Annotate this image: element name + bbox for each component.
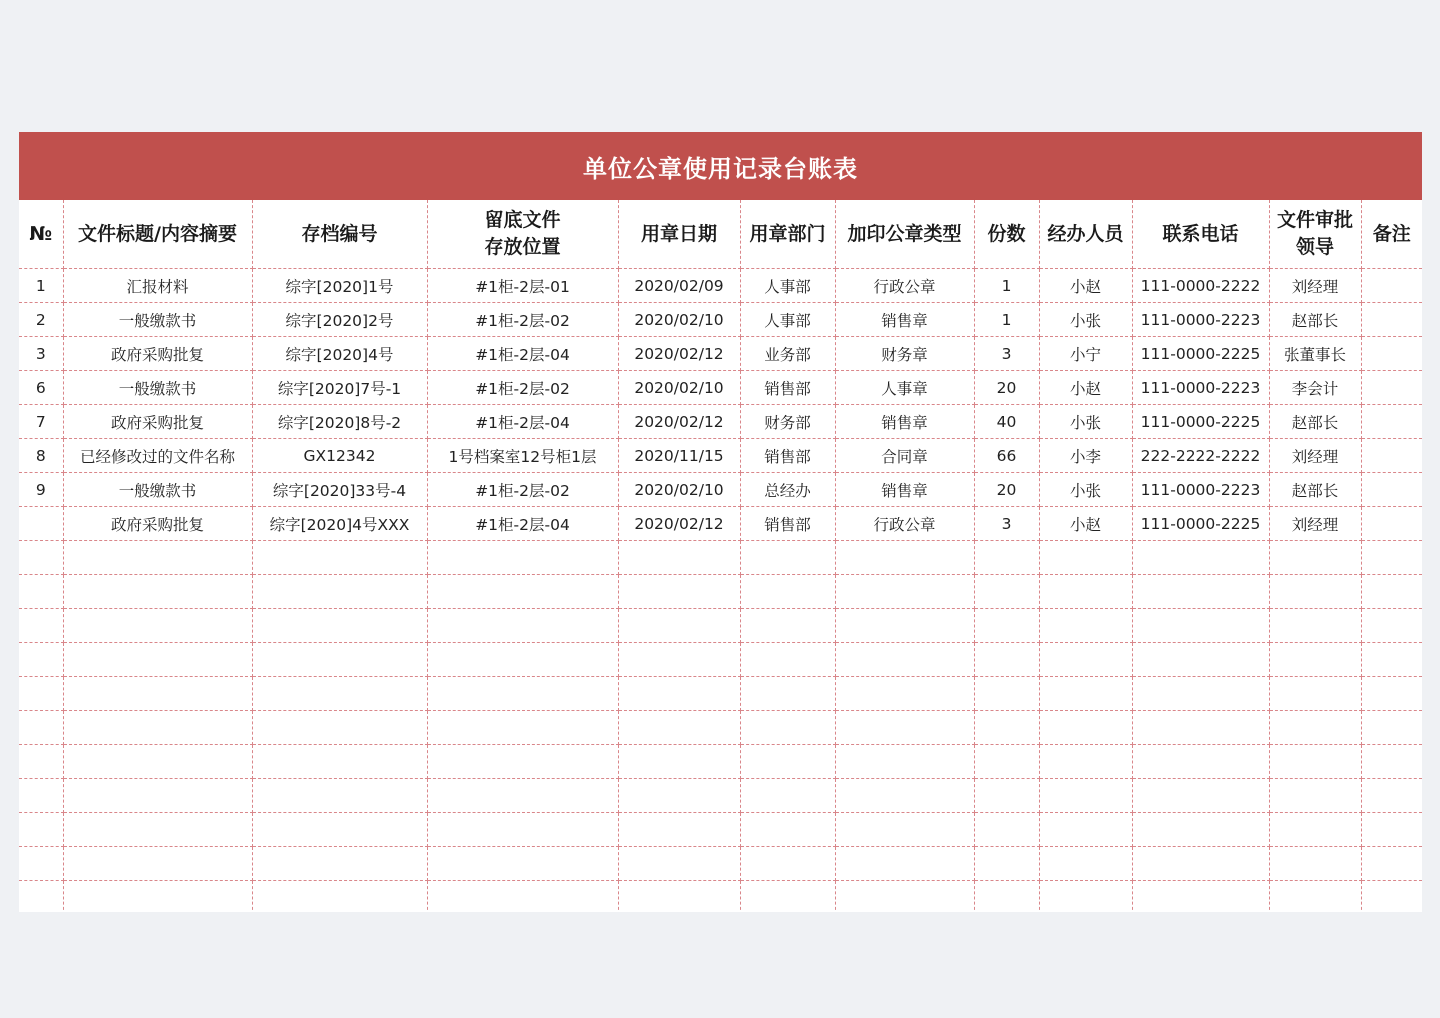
empty-cell[interactable] [19, 609, 63, 643]
empty-cell[interactable] [835, 813, 974, 847]
empty-cell[interactable] [63, 643, 252, 677]
cell-archive-no[interactable]: 综字[2020]2号 [252, 303, 427, 337]
empty-cell[interactable] [1132, 609, 1269, 643]
empty-cell[interactable] [618, 745, 740, 779]
empty-cell[interactable] [974, 847, 1039, 881]
cell-archive-no[interactable]: GX12342 [252, 439, 427, 473]
cell-remark[interactable] [1361, 507, 1422, 541]
cell-summary[interactable]: 汇报材料 [63, 269, 252, 303]
empty-cell[interactable] [19, 643, 63, 677]
empty-cell[interactable] [740, 541, 835, 575]
empty-cell[interactable] [1269, 643, 1361, 677]
empty-cell[interactable] [974, 575, 1039, 609]
cell-seal-type[interactable]: 行政公章 [835, 269, 974, 303]
empty-cell[interactable] [1269, 847, 1361, 881]
cell-date[interactable]: 2020/02/12 [618, 405, 740, 439]
cell-remark[interactable] [1361, 303, 1422, 337]
cell-seal-type[interactable]: 销售章 [835, 405, 974, 439]
cell-approver[interactable]: 赵部长 [1269, 473, 1361, 507]
empty-cell[interactable] [1039, 677, 1132, 711]
empty-cell[interactable] [740, 609, 835, 643]
empty-cell[interactable] [252, 779, 427, 813]
empty-cell[interactable] [427, 575, 618, 609]
cell-archive-no[interactable]: 综字[2020]4号XXX [252, 507, 427, 541]
cell-location[interactable]: #1柜-2层-04 [427, 405, 618, 439]
empty-cell[interactable] [427, 677, 618, 711]
empty-cell[interactable] [1132, 711, 1269, 745]
empty-cell[interactable] [740, 677, 835, 711]
empty-cell[interactable] [1361, 813, 1422, 847]
empty-cell[interactable] [19, 745, 63, 779]
cell-no[interactable]: 8 [19, 439, 63, 473]
col-header-summary[interactable]: 文件标题/内容摘要 [63, 200, 252, 269]
empty-cell[interactable] [618, 881, 740, 913]
empty-cell[interactable] [427, 643, 618, 677]
cell-handler[interactable]: 小赵 [1039, 371, 1132, 405]
empty-cell[interactable] [1269, 541, 1361, 575]
cell-phone[interactable]: 222-2222-2222 [1132, 439, 1269, 473]
cell-date[interactable]: 2020/02/10 [618, 371, 740, 405]
cell-dept[interactable]: 总经办 [740, 473, 835, 507]
cell-date[interactable]: 2020/02/10 [618, 473, 740, 507]
col-header-no[interactable]: № [19, 200, 63, 269]
cell-dept[interactable]: 销售部 [740, 507, 835, 541]
empty-cell[interactable] [974, 711, 1039, 745]
cell-remark[interactable] [1361, 337, 1422, 371]
empty-cell[interactable] [63, 711, 252, 745]
cell-dept[interactable]: 销售部 [740, 371, 835, 405]
empty-cell[interactable] [1361, 643, 1422, 677]
empty-cell[interactable] [1361, 711, 1422, 745]
cell-seal-type[interactable]: 人事章 [835, 371, 974, 405]
cell-handler[interactable]: 小张 [1039, 303, 1132, 337]
cell-date[interactable]: 2020/02/12 [618, 507, 740, 541]
empty-cell[interactable] [974, 609, 1039, 643]
empty-row [19, 881, 1422, 913]
empty-cell[interactable] [1039, 779, 1132, 813]
empty-cell[interactable] [252, 643, 427, 677]
cell-no[interactable]: 7 [19, 405, 63, 439]
empty-cell[interactable] [427, 813, 618, 847]
empty-cell[interactable] [740, 745, 835, 779]
table-row [19, 507, 1422, 541]
empty-cell[interactable] [63, 609, 252, 643]
empty-cell[interactable] [835, 677, 974, 711]
empty-cell[interactable] [427, 711, 618, 745]
empty-cell[interactable] [252, 575, 427, 609]
empty-cell[interactable] [618, 711, 740, 745]
cell-remark[interactable] [1361, 473, 1422, 507]
cell-approver[interactable]: 刘经理 [1269, 439, 1361, 473]
empty-cell[interactable] [63, 677, 252, 711]
empty-cell[interactable] [63, 779, 252, 813]
empty-cell[interactable] [1269, 575, 1361, 609]
cell-location[interactable]: #1柜-2层-02 [427, 303, 618, 337]
empty-cell[interactable] [252, 609, 427, 643]
empty-cell[interactable] [1269, 779, 1361, 813]
cell-summary[interactable]: 政府采购批复 [63, 507, 252, 541]
empty-cell[interactable] [835, 541, 974, 575]
empty-row [19, 643, 1422, 677]
empty-cell[interactable] [252, 677, 427, 711]
empty-cell[interactable] [1039, 609, 1132, 643]
empty-cell[interactable] [63, 575, 252, 609]
empty-cell[interactable] [974, 881, 1039, 913]
empty-cell[interactable] [835, 575, 974, 609]
empty-cell[interactable] [19, 881, 63, 913]
cell-copies[interactable]: 3 [974, 507, 1039, 541]
ledger-table [19, 200, 1422, 912]
empty-cell[interactable] [252, 813, 427, 847]
empty-cell[interactable] [1269, 609, 1361, 643]
empty-cell[interactable] [19, 779, 63, 813]
empty-cell[interactable] [1269, 745, 1361, 779]
cell-handler[interactable]: 小赵 [1039, 507, 1132, 541]
cell-approver[interactable]: 刘经理 [1269, 269, 1361, 303]
table-row [19, 303, 1422, 337]
cell-phone[interactable]: 111-0000-2225 [1132, 405, 1269, 439]
col-header-handler[interactable]: 经办人员 [1039, 200, 1132, 269]
empty-cell[interactable] [19, 711, 63, 745]
cell-handler[interactable]: 小李 [1039, 439, 1132, 473]
empty-cell[interactable] [427, 745, 618, 779]
empty-cell[interactable] [618, 813, 740, 847]
empty-row [19, 541, 1422, 575]
cell-copies[interactable]: 20 [974, 473, 1039, 507]
ledger-body [19, 269, 1422, 913]
table-row [19, 269, 1422, 303]
empty-cell[interactable] [19, 813, 63, 847]
empty-cell[interactable] [740, 711, 835, 745]
cell-archive-no[interactable]: 综字[2020]4号 [252, 337, 427, 371]
empty-cell[interactable] [427, 541, 618, 575]
cell-approver[interactable]: 赵部长 [1269, 405, 1361, 439]
empty-cell[interactable] [1269, 881, 1361, 913]
cell-summary[interactable]: 一般缴款书 [63, 371, 252, 405]
empty-cell[interactable] [835, 779, 974, 813]
col-header-archive-no[interactable]: 存档编号 [252, 200, 427, 269]
empty-cell[interactable] [1361, 881, 1422, 913]
cell-archive-no[interactable]: 综字[2020]1号 [252, 269, 427, 303]
empty-cell[interactable] [19, 677, 63, 711]
cell-no[interactable]: 9 [19, 473, 63, 507]
cell-phone[interactable]: 111-0000-2223 [1132, 371, 1269, 405]
empty-cell[interactable] [1132, 813, 1269, 847]
empty-cell[interactable] [835, 881, 974, 913]
cell-archive-no[interactable]: 综字[2020]7号-1 [252, 371, 427, 405]
empty-cell[interactable] [1132, 779, 1269, 813]
cell-archive-no[interactable]: 综字[2020]8号-2 [252, 405, 427, 439]
empty-row [19, 711, 1422, 745]
empty-cell[interactable] [252, 847, 427, 881]
cell-phone[interactable]: 111-0000-2223 [1132, 473, 1269, 507]
cell-remark[interactable] [1361, 439, 1422, 473]
empty-cell[interactable] [63, 881, 252, 913]
cell-dept[interactable]: 业务部 [740, 337, 835, 371]
empty-row [19, 609, 1422, 643]
empty-cell[interactable] [1269, 711, 1361, 745]
empty-cell[interactable] [835, 745, 974, 779]
cell-copies[interactable]: 1 [974, 303, 1039, 337]
empty-cell[interactable] [1361, 847, 1422, 881]
empty-cell[interactable] [1039, 813, 1132, 847]
table-row [19, 439, 1422, 473]
empty-cell[interactable] [19, 575, 63, 609]
cell-handler[interactable]: 小宁 [1039, 337, 1132, 371]
cell-no[interactable] [19, 507, 63, 541]
empty-cell[interactable] [252, 881, 427, 913]
col-header-location[interactable]: 留底文件 存放位置 [427, 200, 618, 269]
col-header-phone[interactable]: 联系电话 [1132, 200, 1269, 269]
empty-cell[interactable] [1039, 541, 1132, 575]
empty-cell[interactable] [1361, 541, 1422, 575]
empty-cell[interactable] [618, 643, 740, 677]
empty-cell[interactable] [1132, 745, 1269, 779]
col-header-remark[interactable]: 备注 [1361, 200, 1422, 269]
cell-approver[interactable]: 赵部长 [1269, 303, 1361, 337]
empty-cell[interactable] [1132, 881, 1269, 913]
col-header-approver[interactable]: 文件审批 领导 [1269, 200, 1361, 269]
empty-cell[interactable] [427, 779, 618, 813]
table-row [19, 371, 1422, 405]
empty-cell[interactable] [1269, 677, 1361, 711]
empty-cell[interactable] [1361, 745, 1422, 779]
cell-remark[interactable] [1361, 405, 1422, 439]
cell-handler[interactable]: 小赵 [1039, 269, 1132, 303]
empty-cell[interactable] [835, 609, 974, 643]
empty-cell[interactable] [974, 677, 1039, 711]
cell-no[interactable]: 1 [19, 269, 63, 303]
empty-cell[interactable] [835, 847, 974, 881]
empty-cell[interactable] [19, 847, 63, 881]
col-header-date[interactable]: 用章日期 [618, 200, 740, 269]
empty-cell[interactable] [740, 779, 835, 813]
cell-phone[interactable]: 111-0000-2225 [1132, 507, 1269, 541]
empty-cell[interactable] [1132, 847, 1269, 881]
cell-phone[interactable]: 111-0000-2222 [1132, 269, 1269, 303]
empty-cell[interactable] [63, 813, 252, 847]
cell-approver[interactable]: 张董事长 [1269, 337, 1361, 371]
col-header-seal-type[interactable]: 加印公章类型 [835, 200, 974, 269]
cell-copies[interactable]: 3 [974, 337, 1039, 371]
empty-cell[interactable] [618, 779, 740, 813]
table-row [19, 405, 1422, 439]
cell-location[interactable]: #1柜-2层-04 [427, 337, 618, 371]
cell-copies[interactable]: 1 [974, 269, 1039, 303]
empty-cell[interactable] [1039, 643, 1132, 677]
empty-cell[interactable] [974, 813, 1039, 847]
empty-row [19, 847, 1422, 881]
empty-cell[interactable] [252, 711, 427, 745]
empty-cell[interactable] [63, 541, 252, 575]
cell-seal-type[interactable]: 财务章 [835, 337, 974, 371]
cell-remark[interactable] [1361, 371, 1422, 405]
cell-summary[interactable]: 一般缴款书 [63, 473, 252, 507]
cell-summary[interactable]: 政府采购批复 [63, 337, 252, 371]
cell-location[interactable]: #1柜-2层-02 [427, 371, 618, 405]
empty-cell[interactable] [252, 745, 427, 779]
empty-row [19, 575, 1422, 609]
empty-row [19, 745, 1422, 779]
empty-cell[interactable] [1132, 541, 1269, 575]
empty-cell[interactable] [427, 609, 618, 643]
empty-cell[interactable] [1132, 643, 1269, 677]
empty-cell[interactable] [974, 745, 1039, 779]
empty-cell[interactable] [1039, 575, 1132, 609]
cell-no[interactable]: 6 [19, 371, 63, 405]
empty-row [19, 813, 1422, 847]
empty-cell[interactable] [1361, 609, 1422, 643]
cell-dept[interactable]: 人事部 [740, 269, 835, 303]
cell-dept[interactable]: 财务部 [740, 405, 835, 439]
empty-cell[interactable] [740, 881, 835, 913]
empty-cell[interactable] [63, 745, 252, 779]
cell-handler[interactable]: 小张 [1039, 405, 1132, 439]
empty-cell[interactable] [974, 541, 1039, 575]
empty-cell[interactable] [740, 813, 835, 847]
cell-date[interactable]: 2020/11/15 [618, 439, 740, 473]
empty-cell[interactable] [1039, 881, 1132, 913]
cell-dept[interactable]: 人事部 [740, 303, 835, 337]
empty-cell[interactable] [252, 541, 427, 575]
empty-cell[interactable] [1269, 813, 1361, 847]
empty-cell[interactable] [618, 541, 740, 575]
empty-cell[interactable] [740, 575, 835, 609]
empty-cell[interactable] [740, 643, 835, 677]
cell-copies[interactable]: 66 [974, 439, 1039, 473]
cell-summary[interactable]: 已经修改过的文件名称 [63, 439, 252, 473]
empty-cell[interactable] [1132, 575, 1269, 609]
empty-cell[interactable] [835, 643, 974, 677]
col-header-dept[interactable]: 用章部门 [740, 200, 835, 269]
table-row [19, 337, 1422, 371]
cell-approver[interactable]: 李会计 [1269, 371, 1361, 405]
cell-seal-type[interactable]: 销售章 [835, 473, 974, 507]
table-row [19, 473, 1422, 507]
cell-location[interactable]: #1柜-2层-02 [427, 473, 618, 507]
cell-copies[interactable]: 40 [974, 405, 1039, 439]
empty-cell[interactable] [1132, 677, 1269, 711]
empty-cell[interactable] [835, 711, 974, 745]
cell-seal-type[interactable]: 合同章 [835, 439, 974, 473]
empty-cell[interactable] [1039, 711, 1132, 745]
empty-cell[interactable] [618, 847, 740, 881]
col-header-copies[interactable]: 份数 [974, 200, 1039, 269]
empty-cell[interactable] [427, 847, 618, 881]
header-row [19, 200, 1422, 269]
empty-cell[interactable] [974, 779, 1039, 813]
empty-cell[interactable] [427, 881, 618, 913]
cell-date[interactable]: 2020/02/10 [618, 303, 740, 337]
cell-phone[interactable]: 111-0000-2223 [1132, 303, 1269, 337]
empty-cell[interactable] [740, 847, 835, 881]
sheet-title: 单位公章使用记录台账表 [19, 132, 1422, 200]
cell-no[interactable]: 3 [19, 337, 63, 371]
empty-cell[interactable] [618, 677, 740, 711]
cell-dept[interactable]: 销售部 [740, 439, 835, 473]
cell-copies[interactable]: 20 [974, 371, 1039, 405]
empty-cell[interactable] [1361, 575, 1422, 609]
cell-seal-type[interactable]: 行政公章 [835, 507, 974, 541]
cell-phone[interactable]: 111-0000-2225 [1132, 337, 1269, 371]
cell-location[interactable]: #1柜-2层-04 [427, 507, 618, 541]
cell-date[interactable]: 2020/02/09 [618, 269, 740, 303]
empty-cell[interactable] [1361, 779, 1422, 813]
cell-handler[interactable]: 小张 [1039, 473, 1132, 507]
empty-cell[interactable] [1039, 745, 1132, 779]
cell-remark[interactable] [1361, 269, 1422, 303]
empty-row [19, 677, 1422, 711]
cell-summary[interactable]: 一般缴款书 [63, 303, 252, 337]
cell-seal-type[interactable]: 销售章 [835, 303, 974, 337]
empty-cell[interactable] [19, 541, 63, 575]
ledger-sheet [19, 132, 1422, 912]
cell-no[interactable]: 2 [19, 303, 63, 337]
cell-summary[interactable]: 政府采购批复 [63, 405, 252, 439]
cell-location[interactable]: #1柜-2层-01 [427, 269, 618, 303]
cell-archive-no[interactable]: 综字[2020]33号-4 [252, 473, 427, 507]
cell-location[interactable]: 1号档案室12号柜1层 [427, 439, 618, 473]
empty-cell[interactable] [618, 609, 740, 643]
empty-cell[interactable] [1039, 847, 1132, 881]
empty-cell[interactable] [1361, 677, 1422, 711]
cell-approver[interactable]: 刘经理 [1269, 507, 1361, 541]
empty-cell[interactable] [618, 575, 740, 609]
cell-date[interactable]: 2020/02/12 [618, 337, 740, 371]
empty-row [19, 779, 1422, 813]
empty-cell[interactable] [974, 643, 1039, 677]
empty-cell[interactable] [63, 847, 252, 881]
